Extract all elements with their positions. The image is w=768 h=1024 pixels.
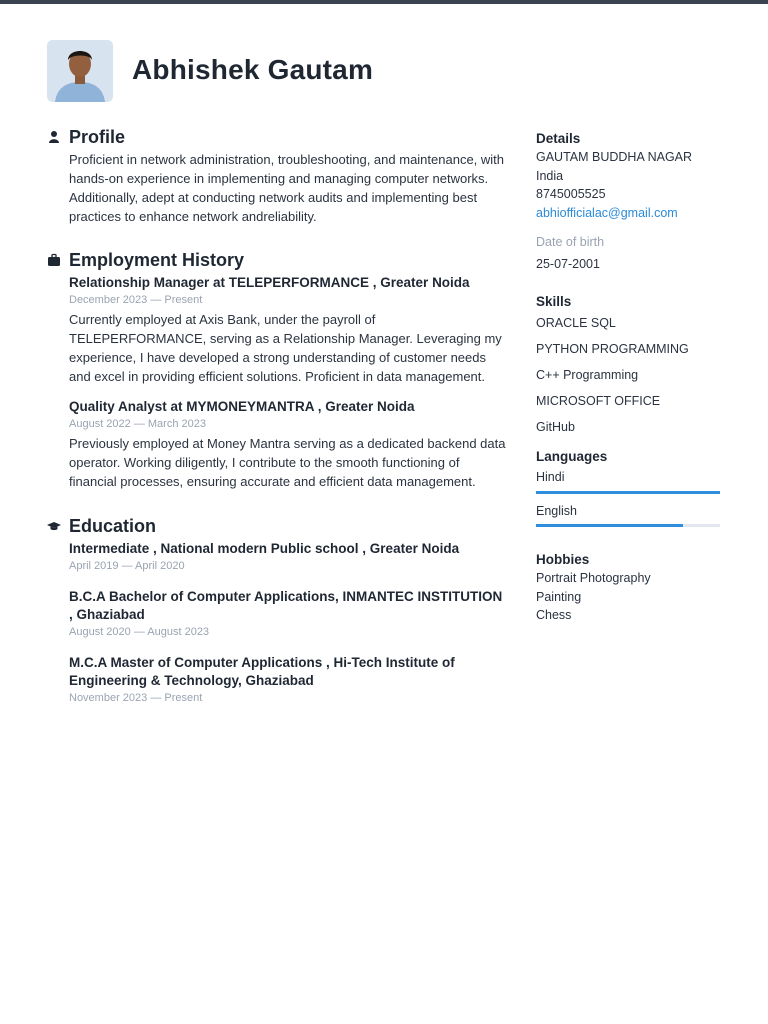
main-column (47, 126, 507, 705)
top-border (0, 0, 768, 4)
education-entry (47, 588, 507, 639)
language-item (536, 502, 726, 528)
education-title: M.C.A Master of Computer Applications , Hi-Tech Institute of Engineering & Technology, Ghaziabad (69, 655, 455, 688)
education-title: Intermediate , National modern Public school , Greater Noida (69, 541, 460, 556)
skill-item: MICROSOFT OFFICE (536, 394, 661, 408)
skills-heading: Skills (536, 294, 572, 309)
sidebar-column (536, 130, 726, 625)
language-level-bar (536, 491, 720, 494)
skill-item: C++ Programming (536, 368, 639, 382)
details-email-link[interactable]: abhiofficialac@gmail.com (536, 205, 678, 220)
graduation-cap-icon (47, 518, 61, 534)
dob-label: Date of birth (536, 235, 605, 249)
avatar (47, 40, 113, 102)
hobby-item: Painting (536, 589, 582, 604)
education-heading: Education (69, 516, 157, 536)
employment-section-heading (47, 249, 507, 271)
language-name: English (536, 503, 577, 518)
person-icon (47, 129, 61, 145)
hobby-item: Portrait Photography (536, 571, 651, 585)
job-entry (47, 398, 507, 491)
skill-item: PYTHON PROGRAMMING (536, 342, 689, 356)
education-date: August 2020 — August 2023 (69, 626, 210, 638)
education-date: April 2019 — April 2020 (69, 560, 185, 572)
education-entry (47, 540, 507, 573)
job-description: Previously employed at Money Mantra serving as a dedicated backend data operator. Working diligently, I contribute to the smooth functioning of financial processes, ensuring accurate and efficient data management. (69, 436, 506, 489)
details-heading: Details (536, 131, 581, 146)
details-country: India (536, 168, 564, 183)
profile-section-heading (47, 126, 507, 148)
dob-value: 25-07-2001 (536, 256, 600, 271)
job-title: Relationship Manager at TELEPERFORMANCE , Greater Noida (69, 275, 470, 290)
languages-heading: Languages (536, 449, 608, 464)
skill-item: GitHub (536, 420, 575, 434)
job-date: December 2023 — Present (69, 294, 203, 306)
language-item (536, 468, 726, 494)
job-description: Currently employed at Axis Bank, under the payroll of TELEPERFORMANCE, serving as a Relationship Manager. Leveraging my experience, I have developed a strong understanding of customer needs and excel in providing efficient solutions. Proficient in data management. (69, 312, 502, 384)
skills-list (536, 314, 726, 436)
job-entry (47, 274, 507, 386)
education-title: B.C.A Bachelor of Computer Applications, INMANTEC INSTITUTION , Ghaziabad (69, 589, 503, 622)
job-title: Quality Analyst at MYMONEYMANTRA , Greater Noida (69, 399, 415, 414)
education-entry (47, 654, 507, 705)
skill-item: ORACLE SQL (536, 316, 616, 330)
profile-text: Proficient in network administration, troubleshooting, and maintenance, with hands-on experience in implementing and managing computer networks. Additionally, adept at conducting network audits and implementing best practices to enhance network andreliability. (69, 152, 505, 224)
language-level-fill (536, 491, 720, 494)
hobby-item: Chess (536, 608, 572, 622)
candidate-name: Abhishek Gautam (132, 54, 374, 85)
hobbies-heading: Hobbies (536, 552, 590, 567)
profile-photo (47, 40, 113, 102)
employment-heading: Employment History (69, 250, 245, 270)
education-section-heading (47, 515, 507, 537)
details-phone: 8745005525 (536, 187, 606, 201)
job-date: August 2022 — March 2023 (69, 418, 206, 430)
profile-heading: Profile (69, 127, 126, 147)
language-level-bar (536, 524, 720, 527)
details-city: GAUTAM BUDDHA NAGAR (536, 150, 693, 164)
education-date: November 2023 — Present (69, 692, 203, 704)
language-name: Hindi (536, 470, 565, 484)
language-level-fill (536, 524, 683, 527)
briefcase-icon (47, 252, 61, 268)
